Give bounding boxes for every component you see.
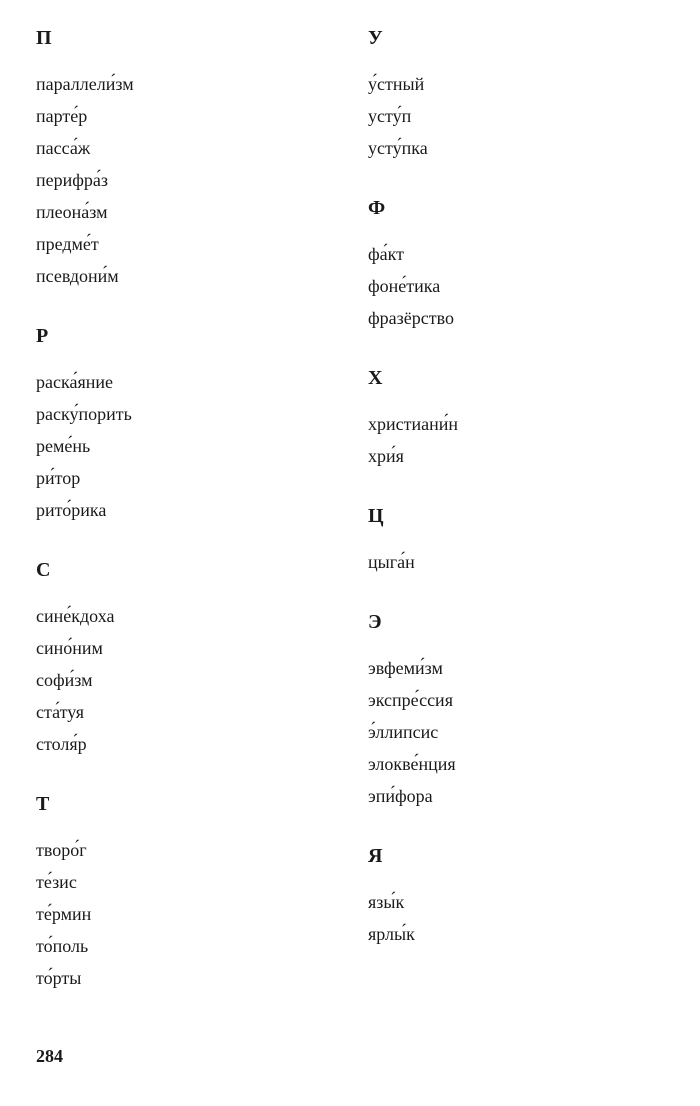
word-entry: столя́р xyxy=(36,734,87,754)
word-entry: экспре́ссия xyxy=(368,690,453,710)
section-letter: У xyxy=(368,27,383,49)
section-ya xyxy=(368,840,668,950)
word-entry: сино́ним xyxy=(36,638,103,658)
word-entry: те́рмин xyxy=(36,904,92,924)
section-f xyxy=(368,192,668,334)
section-p xyxy=(36,22,336,292)
word-entry: христиани́н xyxy=(368,414,459,434)
word-entry: ярлы́к xyxy=(368,924,415,944)
left-column xyxy=(36,22,336,994)
word-entry: то́поль xyxy=(36,936,89,956)
section-r xyxy=(36,320,336,526)
section-u xyxy=(368,22,668,164)
section-letter: Т xyxy=(36,793,50,815)
section-letter: Э xyxy=(368,611,382,633)
section-letter: Ц xyxy=(368,505,384,527)
section-t xyxy=(36,788,336,994)
section-letter: Х xyxy=(368,367,383,389)
word-entry: перифра́з xyxy=(36,170,109,190)
word-entry: эпи́фора xyxy=(368,786,433,806)
section-letter: П xyxy=(36,27,52,49)
word-entry: цыга́н xyxy=(368,552,415,572)
word-entry: ри́тор xyxy=(36,468,81,488)
word-entry: творо́г xyxy=(36,840,87,860)
word-entry: раска́яние xyxy=(36,372,113,392)
word-entry: фа́кт xyxy=(368,244,405,264)
word-entry: софи́зм xyxy=(36,670,93,690)
word-entry: пасса́ж xyxy=(36,138,91,158)
right-column xyxy=(368,22,668,950)
section-letter: С xyxy=(36,559,51,581)
word-entry: рито́рика xyxy=(36,500,107,520)
word-entry: те́зис xyxy=(36,872,77,892)
word-entry: сине́кдоха xyxy=(36,606,115,626)
word-entry: элокве́нция xyxy=(368,754,456,774)
section-letter: Я xyxy=(368,845,383,867)
word-entry: предме́т xyxy=(36,234,99,254)
word-entry: фоне́тика xyxy=(368,276,441,296)
section-letter: Ф xyxy=(368,197,386,219)
section-kh xyxy=(368,362,668,472)
section-s xyxy=(36,554,336,760)
section-e xyxy=(368,606,668,812)
word-entry: парте́р xyxy=(36,106,88,126)
section-ts xyxy=(368,500,668,578)
page-number: 284 xyxy=(36,1046,63,1066)
word-entry: реме́нь xyxy=(36,436,91,456)
word-entry: у́стный xyxy=(368,74,425,94)
word-entry: усту́пка xyxy=(368,138,428,158)
word-entry: то́рты xyxy=(36,968,82,988)
word-entry: плеона́зм xyxy=(36,202,108,222)
word-entry: хри́я xyxy=(368,446,404,466)
word-entry: фразёрство xyxy=(368,308,454,328)
section-letter: Р xyxy=(36,325,49,347)
word-entry: усту́п xyxy=(368,106,412,126)
word-entry: ста́туя xyxy=(36,702,85,722)
word-entry: эвфеми́зм xyxy=(368,658,443,678)
word-entry: псевдони́м xyxy=(36,266,119,286)
word-entry: э́ллипсис xyxy=(368,722,439,742)
word-entry: раску́порить xyxy=(36,404,132,424)
word-entry: параллели́зм xyxy=(36,74,134,94)
word-entry: язы́к xyxy=(368,892,405,912)
